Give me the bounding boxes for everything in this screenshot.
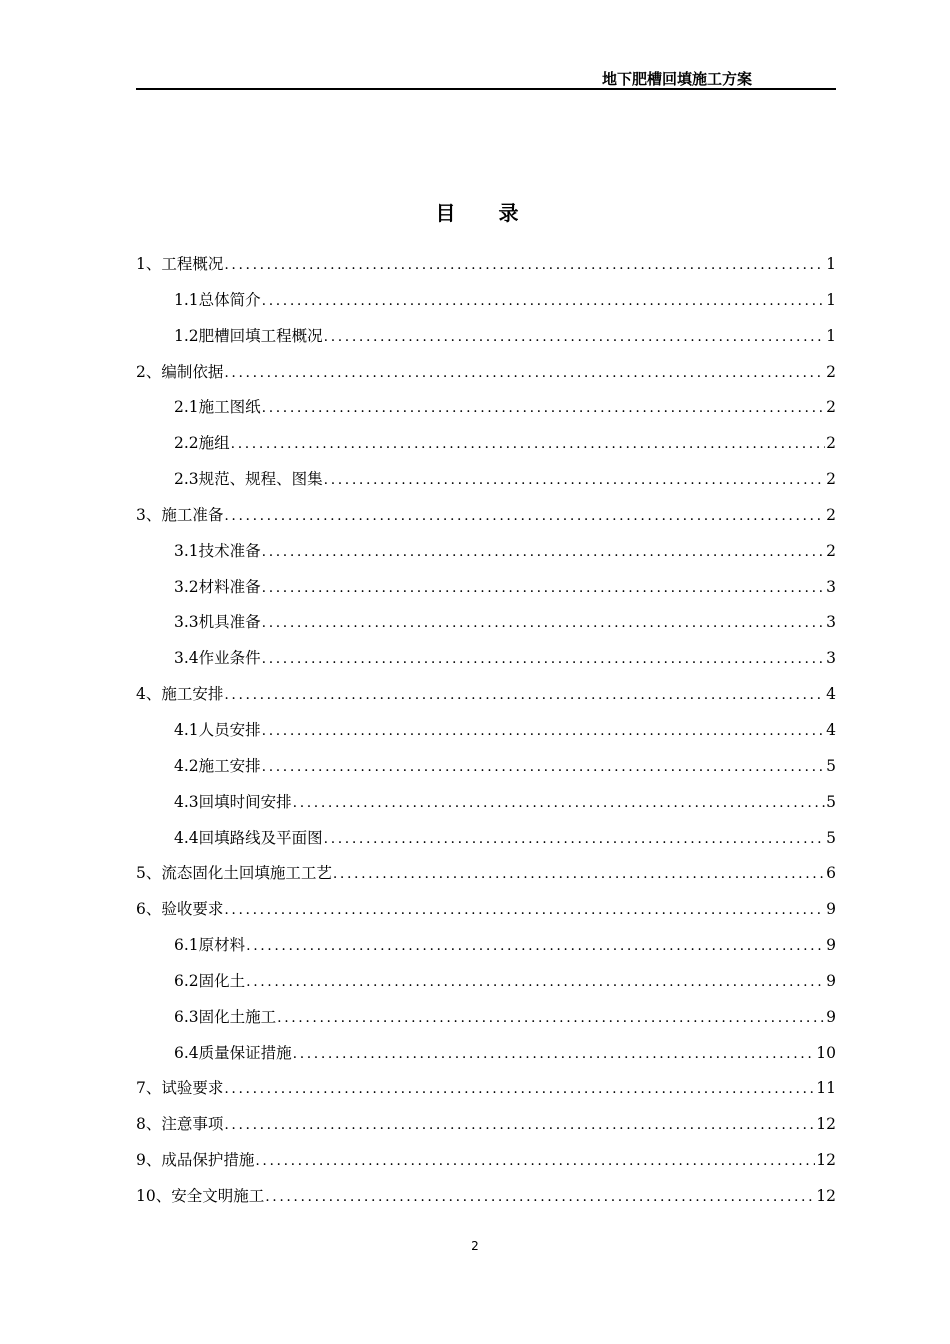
toc-entry[interactable]	[136, 1182, 836, 1218]
page-number: 2	[471, 1239, 479, 1253]
toc-dot-leader	[224, 251, 825, 279]
toc-entry-page: 12	[816, 1186, 836, 1205]
toc-dot-leader	[324, 825, 825, 853]
toc-dot-leader	[231, 430, 825, 458]
toc-dot-leader	[262, 609, 825, 637]
toc-dot-leader	[262, 538, 825, 566]
toc-entry-text: 6.3固化土施工	[174, 1007, 277, 1026]
toc-entry-page: 12	[816, 1151, 836, 1170]
toc-entry-text: 6.2固化土	[174, 971, 246, 990]
toc-entry-page: 2	[826, 505, 836, 524]
toc-dot-leader	[324, 466, 825, 494]
toc-entry-text: 9、成品保护措施	[136, 1151, 255, 1170]
toc-entry[interactable]	[136, 859, 836, 895]
toc-entry[interactable]	[136, 967, 836, 1003]
toc-entry-text: 10、安全文明施工	[136, 1186, 265, 1205]
toc-dot-leader	[262, 717, 825, 745]
toc-entry-page: 1	[826, 326, 836, 345]
toc-entry-text: 4.1人员安排	[174, 720, 261, 739]
toc-entry-page: 2	[826, 541, 836, 560]
toc-entry[interactable]	[136, 537, 836, 573]
toc-dot-leader	[262, 287, 825, 315]
toc-entry[interactable]	[136, 1110, 836, 1146]
toc-entry-text: 2.1施工图纸	[174, 398, 261, 417]
toc-entry-text: 3、施工准备	[136, 505, 224, 524]
toc-entry-text: 1.2肥槽回填工程概况	[174, 326, 323, 345]
toc-entry-page: 2	[826, 398, 836, 417]
document-header-title: 地下肥槽回填施工方案	[601, 70, 752, 88]
toc-entry-text: 7、试验要求	[136, 1079, 224, 1098]
toc-dot-leader	[265, 1183, 815, 1211]
toc-entry-text: 4.3回填时间安排	[174, 792, 292, 811]
toc-entry[interactable]	[136, 573, 836, 609]
toc-entry-text: 6、验收要求	[136, 900, 224, 919]
toc-dot-leader	[333, 860, 825, 888]
toc-dot-leader	[224, 359, 825, 387]
toc-entry-page: 3	[826, 577, 836, 596]
toc-entry-text: 3.3机具准备	[174, 613, 261, 632]
toc-dot-leader	[324, 323, 825, 351]
toc-entry[interactable]	[136, 788, 836, 824]
toc-entry[interactable]	[136, 322, 836, 358]
toc-entry[interactable]	[136, 1003, 836, 1039]
table-of-contents	[136, 250, 836, 1218]
toc-entry-text: 1、工程概况	[136, 255, 224, 273]
toc-entry-text: 2.2施组	[174, 434, 230, 453]
toc-entry-page: 4	[826, 685, 836, 704]
toc-entry[interactable]	[136, 393, 836, 429]
toc-dot-leader	[246, 968, 825, 996]
toc-entry[interactable]	[136, 931, 836, 967]
toc-entry-text: 2.3规范、规程、图集	[174, 470, 323, 489]
toc-entry-page: 9	[826, 936, 836, 955]
toc-entry-text: 5、流态固化土回填施工工艺	[136, 864, 332, 883]
toc-dot-leader	[255, 1147, 815, 1175]
toc-dot-leader	[224, 1111, 815, 1139]
toc-entry[interactable]	[136, 1039, 836, 1075]
toc-entry-text: 1.1总体简介	[174, 290, 261, 309]
toc-dot-leader	[262, 574, 825, 602]
toc-entry-page: 2	[826, 470, 836, 489]
toc-dot-leader	[224, 502, 825, 530]
toc-entry[interactable]	[136, 250, 836, 286]
toc-entry[interactable]	[136, 429, 836, 465]
toc-entry-page: 2	[826, 362, 836, 381]
toc-dot-leader	[262, 753, 825, 781]
toc-entry-page: 1	[826, 255, 836, 273]
toc-entry-page: 5	[826, 756, 836, 775]
toc-entry-page: 1	[826, 290, 836, 309]
toc-entry-page: 2	[826, 434, 836, 453]
toc-entry[interactable]	[136, 716, 836, 752]
toc-entry-page: 9	[826, 900, 836, 919]
toc-entry-page: 10	[816, 1043, 836, 1062]
toc-entry-text: 3.1技术准备	[174, 541, 261, 560]
toc-entry-page: 12	[816, 1115, 836, 1134]
toc-entry[interactable]	[136, 608, 836, 644]
toc-dot-leader	[224, 681, 825, 709]
header-divider	[136, 88, 836, 90]
toc-entry-page: 3	[826, 649, 836, 668]
toc-entry-text: 4、施工安排	[136, 685, 224, 704]
toc-entry-page: 5	[826, 792, 836, 811]
toc-entry-page: 5	[826, 828, 836, 847]
toc-dot-leader	[246, 932, 825, 960]
toc-entry-text: 3.4作业条件	[174, 649, 261, 668]
toc-entry-text: 8、注意事项	[136, 1115, 224, 1134]
toc-entry-page: 4	[826, 720, 836, 739]
toc-entry-page: 6	[826, 864, 836, 883]
toc-entry-text: 6.1原材料	[174, 936, 246, 955]
toc-dot-leader	[262, 394, 825, 422]
toc-dot-leader	[293, 1040, 816, 1068]
toc-entry-text: 2、编制依据	[136, 362, 224, 381]
toc-entry[interactable]	[136, 465, 836, 501]
toc-entry[interactable]	[136, 752, 836, 788]
toc-entry-page: 3	[826, 613, 836, 632]
toc-title: 目 录	[435, 201, 537, 225]
toc-entry[interactable]	[136, 680, 836, 716]
toc-entry-text: 4.4回填路线及平面图	[174, 828, 323, 847]
toc-entry[interactable]	[136, 358, 836, 394]
toc-entry[interactable]	[136, 895, 836, 931]
toc-entry[interactable]	[136, 644, 836, 680]
toc-entry[interactable]	[136, 1074, 836, 1110]
toc-entry-text: 6.4质量保证措施	[174, 1043, 292, 1062]
toc-dot-leader	[262, 645, 825, 673]
toc-dot-leader	[224, 1075, 815, 1103]
toc-entry-page: 9	[826, 1007, 836, 1026]
toc-entry[interactable]	[136, 1146, 836, 1182]
toc-dot-leader	[293, 789, 825, 817]
toc-entry[interactable]	[136, 824, 836, 860]
toc-entry-page: 9	[826, 971, 836, 990]
toc-entry-page: 11	[816, 1079, 836, 1098]
toc-dot-leader	[277, 1004, 825, 1032]
toc-entry-text: 3.2材料准备	[174, 577, 261, 596]
toc-dot-leader	[224, 896, 825, 924]
toc-entry[interactable]	[136, 286, 836, 322]
toc-entry[interactable]	[136, 501, 836, 537]
toc-entry-text: 4.2施工安排	[174, 756, 261, 775]
